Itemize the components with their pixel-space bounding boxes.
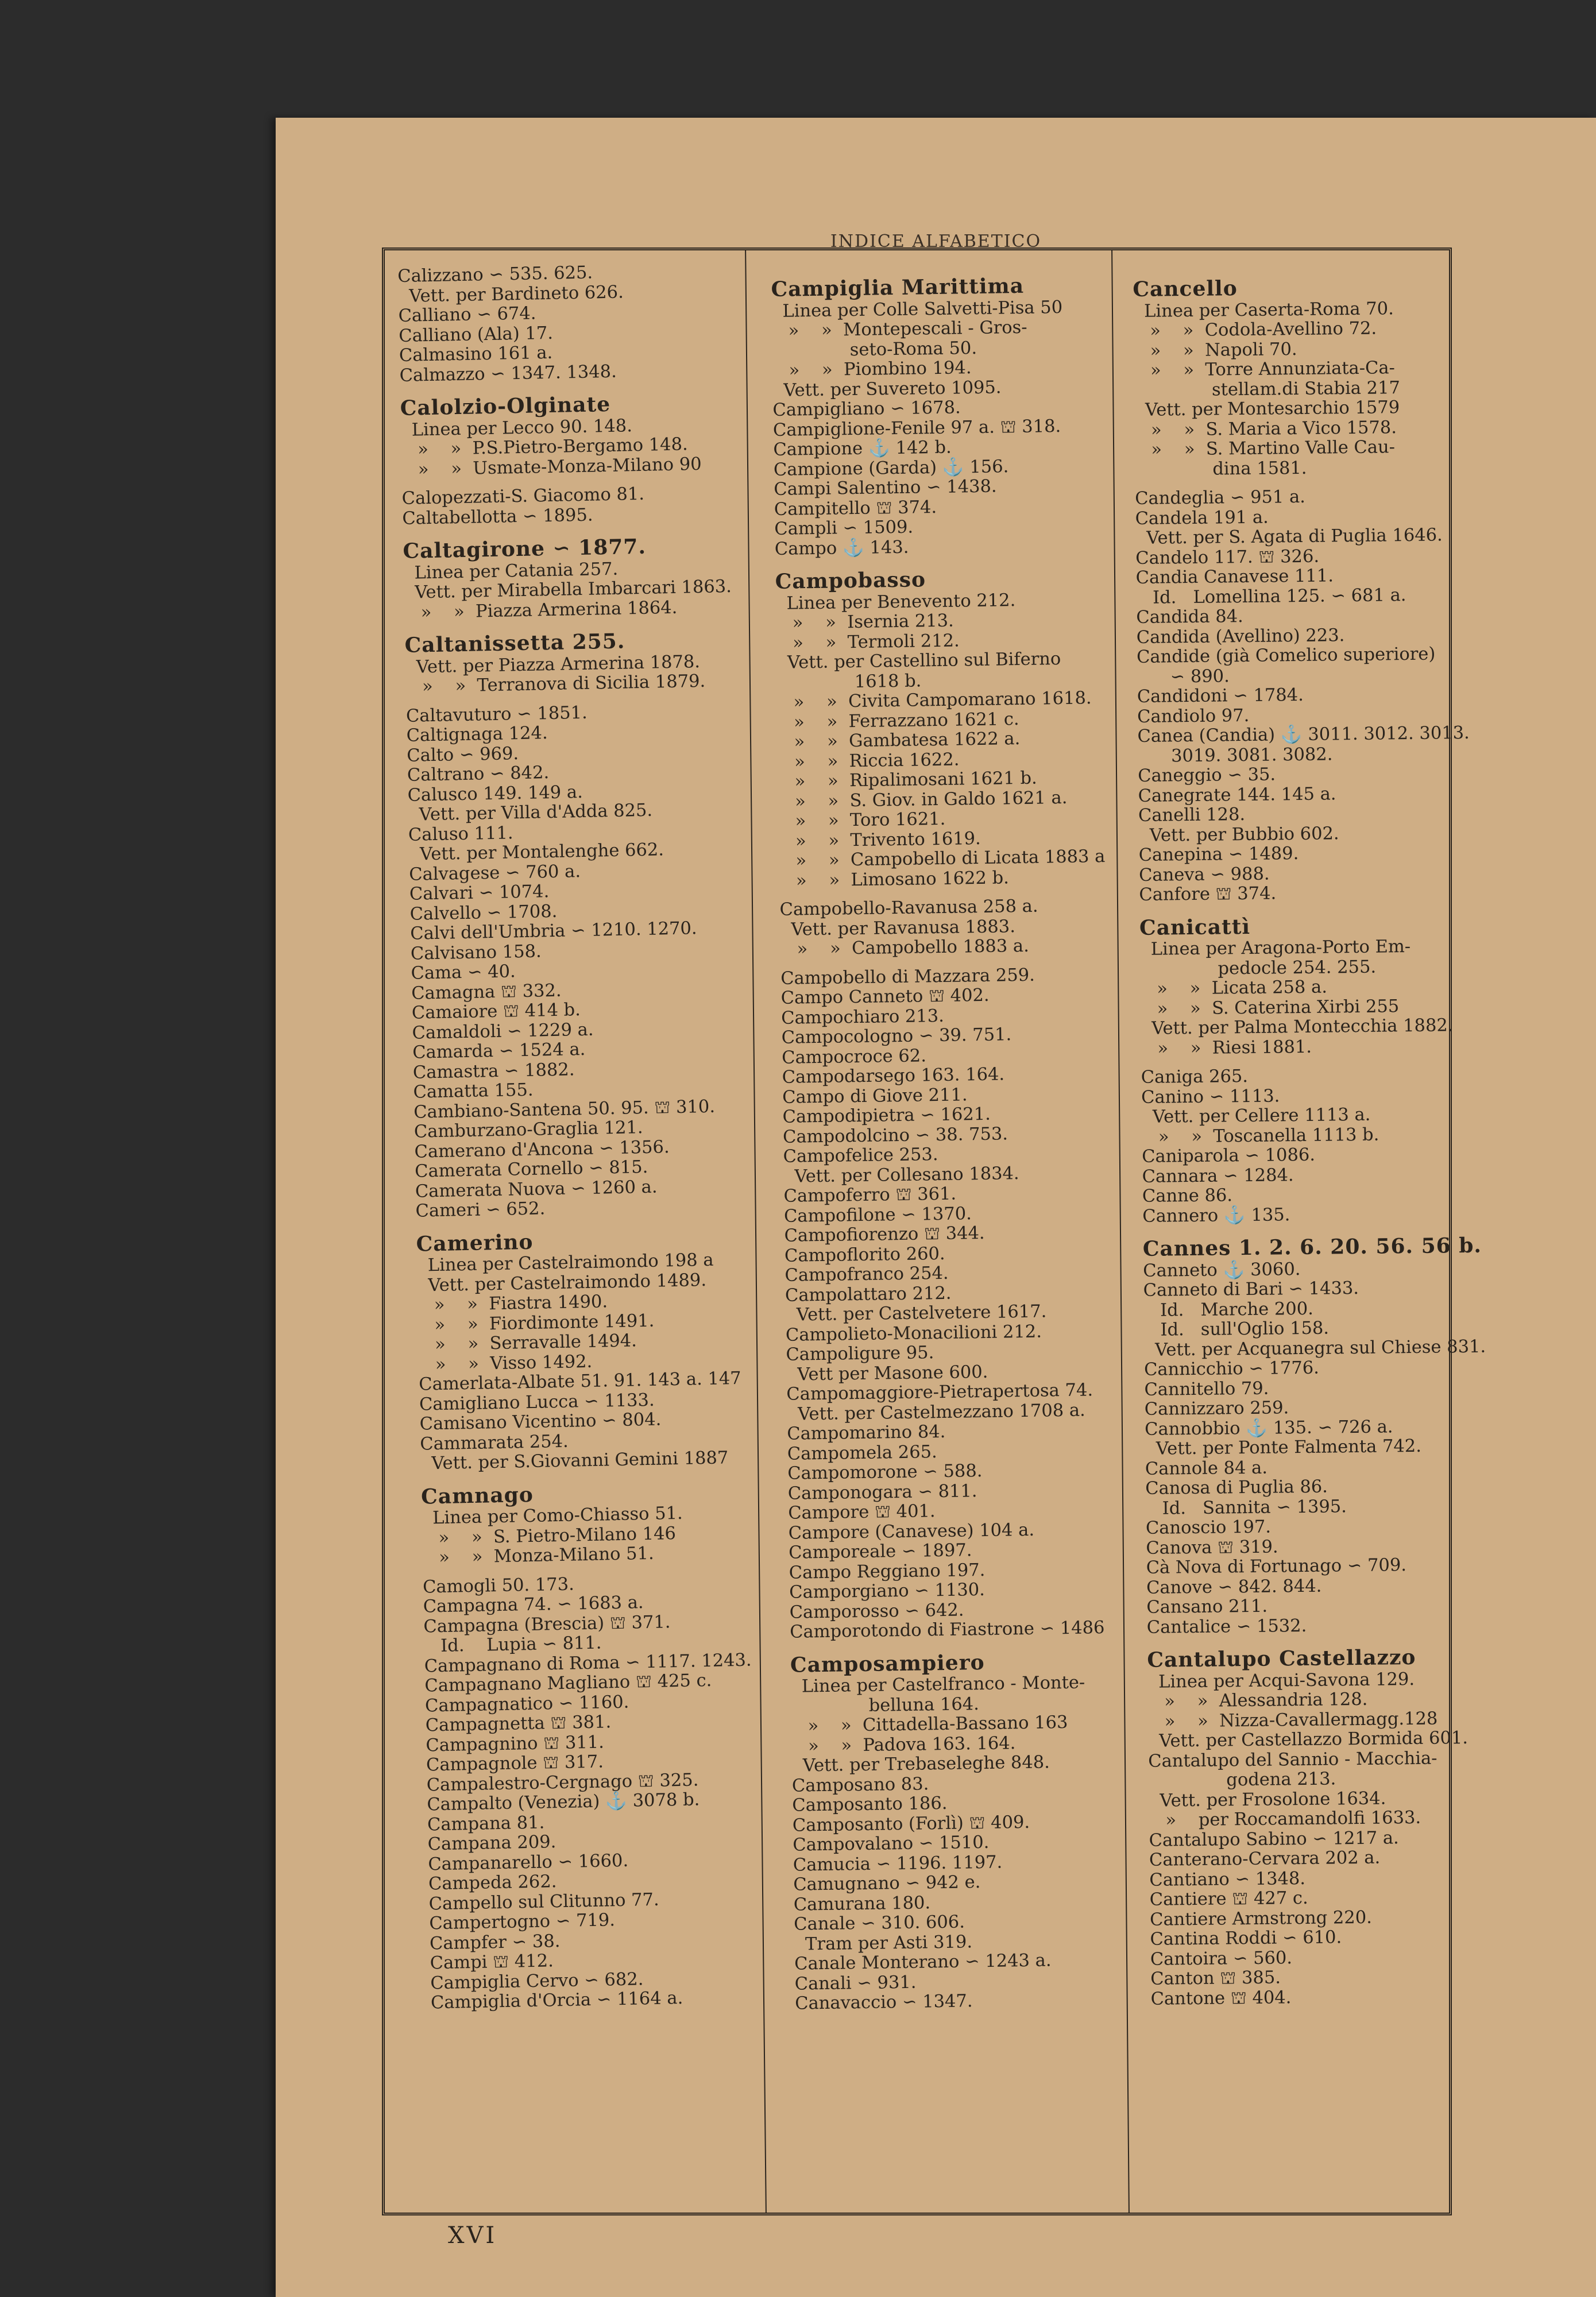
index-entry: Canton ⛫ 385. xyxy=(1150,1967,1281,1989)
index-entry: Campofilone ∽ 1370. xyxy=(783,1203,972,1227)
index-entry: Camarda ∽ 1524 a. xyxy=(412,1039,586,1063)
index-entry: Campo Canneto ⛫ 402. xyxy=(780,985,990,1008)
index-entry: Canove ∽ 842. 844. xyxy=(1146,1576,1322,1598)
index-entry: Tram per Asti 319. xyxy=(794,1931,973,1955)
index-entry: Candela 191 a. xyxy=(1135,507,1269,529)
index-entry: Campanarello ∽ 1660. xyxy=(428,1850,629,1874)
index-entry: Campagnano Magliano ⛫ 425 c. xyxy=(424,1670,712,1696)
index-entry: Vett. per S. Agata di Puglia 1646. xyxy=(1135,525,1443,548)
index-entry: Campagnano di Roma ∽ 1117. 1243. xyxy=(424,1650,752,1677)
index-entry: Camerata Cornello ∽ 815. xyxy=(414,1157,648,1182)
index-entry: seto-Roma 50. xyxy=(771,338,977,361)
index-entry: Vett. per Bardineto 626. xyxy=(397,281,624,307)
index-entry: Vett. per Mirabella Imbarcari 1863. xyxy=(403,576,732,603)
index-entry: Candeglia ∽ 951 a. xyxy=(1135,486,1306,509)
index-entry: Cantone ⛫ 404. xyxy=(1150,1987,1292,2009)
index-entry: Id. sull'Oglio 158. xyxy=(1143,1318,1330,1340)
index-entry: Cantalice ∽ 1532. xyxy=(1146,1615,1307,1638)
station-heading: Canicattì xyxy=(1139,914,1251,940)
index-entry: Cantiano ∽ 1348. xyxy=(1149,1868,1306,1890)
index-entry: Cammarata 254. xyxy=(420,1431,569,1455)
index-entry: Linea per Acqui-Savona 129. xyxy=(1147,1669,1415,1692)
index-entry: Campodolcino ∽ 38. 753. xyxy=(782,1123,1008,1147)
index-entry: Cannicchio ∽ 1776. xyxy=(1143,1358,1320,1380)
index-entry: Candia Canavese 111. xyxy=(1135,566,1334,588)
index-entry: » » Ferrazzano 1621 c. xyxy=(776,709,1019,733)
index-entry: Campovalano ∽ 1510. xyxy=(793,1832,990,1855)
index-entry: Cannizzaro 259. xyxy=(1144,1398,1289,1420)
index-entry: » » Licata 258 a. xyxy=(1139,977,1328,999)
index-entry: Campiglia d'Orcia ∽ 1164 a. xyxy=(430,1988,683,2013)
index-entry: Campo Reggiano 197. xyxy=(789,1560,986,1583)
index-entry: Campolieto-Monacilioni 212. xyxy=(785,1321,1042,1345)
index-entry: Calopezzati-S. Giacomo 81. xyxy=(401,484,645,509)
index-entry: Cantoira ∽ 560. xyxy=(1150,1947,1293,1970)
index-entry: Campo di Giove 211. xyxy=(782,1084,968,1108)
index-entry: Calto ∽ 969. xyxy=(407,743,519,766)
station-heading: Caltanissetta 255. xyxy=(404,629,625,658)
index-entry: Cama ∽ 40. xyxy=(411,961,516,984)
index-entry: Linea per Benevento 212. xyxy=(775,590,1016,614)
index-entry: Cantina Roddi ∽ 610. xyxy=(1150,1927,1342,1950)
index-entry: Campodarsego 163. 164. xyxy=(782,1064,1005,1088)
index-entry: » per Roccamandolfi 1633. xyxy=(1149,1807,1421,1831)
index-entry: » » Toscanella 1113 b. xyxy=(1141,1124,1379,1147)
index-entry: » » Cittadella-Bassano 163 xyxy=(791,1712,1068,1737)
index-entry: Vett. per Castellazzo Bormida 601. xyxy=(1147,1728,1469,1751)
index-entry: » » S. Giov. in Galdo 1621 a. xyxy=(778,787,1068,812)
index-entry: Campi Salentino ∽ 1438. xyxy=(774,476,997,500)
index-column-2 xyxy=(771,262,1128,2014)
index-entry: Camponogara ∽ 811. xyxy=(787,1480,977,1504)
index-entry: Canne 86. xyxy=(1142,1185,1233,1206)
index-entry: Camporgiano ∽ 1130. xyxy=(789,1580,986,1603)
index-entry: Campalto (Venezia) ⚓ 3078 b. xyxy=(427,1789,700,1815)
index-entry: » » Riesi 1881. xyxy=(1141,1037,1312,1059)
index-entry: Id. Marche 200. xyxy=(1143,1298,1314,1321)
index-entry: Cantalupo Sabino ∽ 1217 a. xyxy=(1149,1827,1399,1851)
index-entry: Cambiano-Santena 50. 95. ⛫ 310. xyxy=(413,1096,716,1123)
index-entry: Calusco 149. 149 a. xyxy=(407,782,583,806)
index-entry: Vett. per Castelvetere 1617. xyxy=(785,1301,1047,1325)
index-entry: » » Terranova di Sicilia 1879. xyxy=(405,671,706,697)
index-entry: Vett. per Trebaseleghe 848. xyxy=(791,1752,1050,1776)
index-entry: Cantiere Armstrong 220. xyxy=(1149,1907,1373,1930)
index-entry: Campore ⛫ 401. xyxy=(788,1501,936,1523)
index-entry: Canino ∽ 1113. xyxy=(1141,1085,1280,1108)
station-heading: Cantalupo Castellazzo xyxy=(1147,1645,1416,1672)
index-entry: Calvi dell'Umbria ∽ 1210. 1270. xyxy=(409,918,697,944)
index-entry: Campofelice 253. xyxy=(783,1144,938,1167)
index-entry: Vett. per Montesarchio 1579 xyxy=(1134,397,1400,420)
station-heading: Campiglia Marittima xyxy=(771,273,1025,301)
index-entry: » » Codola-Avellino 72. xyxy=(1133,318,1377,341)
index-entry: Vett. per Montalenghe 662. xyxy=(408,840,664,865)
index-entry: Calvisano 158. xyxy=(410,941,542,964)
index-entry: » » S. Maria a Vico 1578. xyxy=(1134,417,1397,440)
index-entry: » » Gambatesa 1622 a. xyxy=(777,729,1021,752)
index-entry: Camerlata-Albate 51. 91. 143 a. 147 xyxy=(419,1368,741,1395)
index-entry: Vett. per Castelmezzano 1708 a. xyxy=(786,1400,1085,1425)
index-entry: Campiglia Cervo ∽ 682. xyxy=(430,1969,644,1993)
index-entry: » » Toro 1621. xyxy=(778,809,946,832)
index-entry: Campolattaro 212. xyxy=(785,1283,952,1306)
index-entry: Campione (Garda) ⚓ 156. xyxy=(773,456,1009,480)
index-entry: Canterano-Cervara 202 a. xyxy=(1149,1847,1381,1870)
index-entry: Vett. per Frosolone 1634. xyxy=(1148,1788,1386,1811)
index-entry: Vett. per Piazza Armerina 1878. xyxy=(405,651,701,678)
index-entry: Campana 81. xyxy=(427,1812,545,1835)
index-entry: Vett. per Villa d'Adda 825. xyxy=(407,800,653,825)
index-entry: Camigliano Lucca ∽ 1133. xyxy=(419,1390,655,1415)
index-entry: » » Nizza-Cavallermagg.128 xyxy=(1147,1708,1438,1732)
index-entry: Canale Monterano ∽ 1243 a. xyxy=(794,1950,1052,1974)
index-entry: Camatta 155. xyxy=(413,1080,534,1103)
station-heading: Caltagirone ∽ 1877. xyxy=(403,534,647,563)
index-entry: Cà Nova di Fortunago ∽ 709. xyxy=(1146,1555,1407,1578)
index-entry: Campobello-Ravanusa 258 a. xyxy=(779,896,1038,920)
index-entry: Cantalupo del Sannio - Macchia- xyxy=(1148,1748,1437,1772)
index-entry: » » Fiastra 1490. xyxy=(417,1291,608,1316)
index-entry: Campoflorito 260. xyxy=(784,1243,945,1266)
index-entry: Canoscio 197. xyxy=(1145,1517,1272,1538)
index-entry: Campodipietra ∽ 1621. xyxy=(782,1104,991,1127)
index-entry: Linea per Aragona-Porto Em- xyxy=(1139,936,1411,960)
index-entry: Cannara ∽ 1284. xyxy=(1142,1165,1294,1187)
index-entry: » » Torre Annunziata-Ca- xyxy=(1133,358,1396,381)
index-entry: » » Serravalle 1494. xyxy=(418,1331,637,1355)
index-entry: » » Usmate-Monza-Milano 90 xyxy=(401,454,702,480)
station-heading: Calolzio-Olginate xyxy=(400,392,611,420)
index-entry: » » Piazza Armerina 1864. xyxy=(404,597,678,623)
index-entry: Campitello ⛫ 374. xyxy=(774,497,937,520)
index-entry: Campione ⚓ 142 b. xyxy=(773,437,952,460)
index-entry: Candida (Avellino) 223. xyxy=(1136,625,1345,648)
station-heading: Cancello xyxy=(1133,276,1238,301)
index-entry: » » Piombino 194. xyxy=(772,358,972,381)
index-entry: » » Limosano 1622 b. xyxy=(779,867,1010,891)
index-entry: Camporotondo di Fiastrone ∽ 1486 xyxy=(789,1618,1105,1642)
index-entry: belluna 164. xyxy=(790,1693,980,1717)
station-heading: Camposampiero xyxy=(790,1650,985,1677)
index-entry: » » S. Caterina Xirbi 255 xyxy=(1140,996,1400,1019)
index-entry: Campagnino ⛫ 311. xyxy=(426,1732,605,1756)
index-entry: » » Campobello 1883 a. xyxy=(780,935,1030,960)
index-entry: Canea (Candia) ⚓ 3011. 3012. 3013. xyxy=(1137,722,1470,747)
index-entry: » » Monza-Milano 51. xyxy=(422,1543,654,1568)
index-entry: » » Alessandria 128. xyxy=(1147,1689,1368,1712)
index-entry: Linea per Caserta-Roma 70. xyxy=(1133,298,1394,322)
index-entry: Campofranco 254. xyxy=(785,1263,949,1286)
index-entry: Campagna (Brescia) ⛫ 371. xyxy=(423,1611,671,1637)
index-entry: Linea per Catania 257. xyxy=(403,559,619,583)
index-entry: Campomaggiore-Pietrapertosa 74. xyxy=(786,1380,1093,1405)
index-entry: Vett. per Castelraimondo 1489. xyxy=(416,1270,707,1296)
index-entry: Campalestro-Cergnago ⛫ 325. xyxy=(426,1769,699,1796)
index-entry: Camporeale ∽ 1897. xyxy=(789,1540,972,1563)
station-heading: Camerino xyxy=(416,1229,534,1256)
index-entry: Campochiaro 213. xyxy=(781,1006,945,1028)
index-entry: » » Civita Campomarano 1618. xyxy=(776,688,1092,713)
index-entry: pedocle 254. 255. xyxy=(1139,957,1377,980)
index-entry: Campagnatico ∽ 1160. xyxy=(424,1692,629,1716)
index-entry: Candida 84. xyxy=(1136,606,1243,628)
index-entry: Canali ∽ 931. xyxy=(794,1972,917,1994)
index-entry: » » P.S.Pietro-Bergamo 148. xyxy=(400,434,688,460)
index-entry: Camucia ∽ 1196. 1197. xyxy=(793,1852,1003,1876)
index-entry: Calmasino 161 a. xyxy=(399,342,553,366)
index-entry: » » Padova 163. 164. xyxy=(791,1733,1016,1757)
index-entry: Candelo 117. ⛫ 326. xyxy=(1135,546,1320,569)
index-entry: Linea per Colle Salvetti-Pisa 50 xyxy=(771,297,1063,322)
station-heading: Campobasso xyxy=(775,567,926,594)
index-entry: Vett per Masone 600. xyxy=(786,1362,988,1385)
index-entry: Camposanto 186. xyxy=(792,1793,948,1816)
index-entry: Campomarino 84. xyxy=(787,1421,946,1444)
index-entry: Camogli 50. 173. xyxy=(422,1574,575,1598)
index-entry: dina 1581. xyxy=(1134,458,1307,480)
index-entry: Caniparola ∽ 1086. xyxy=(1142,1144,1316,1167)
index-entry: 3019. 3081. 3082. xyxy=(1137,744,1333,767)
index-column-1 xyxy=(397,261,764,2013)
index-entry: » » S. Pietro-Milano 146 xyxy=(422,1523,677,1549)
index-entry: Id. Sannita ∽ 1395. xyxy=(1145,1496,1347,1519)
index-column-3 xyxy=(1133,264,1484,2009)
index-entry: Campoligure 95. xyxy=(786,1343,934,1365)
index-entry: Vett. per Ponte Falmenta 742. xyxy=(1145,1436,1422,1459)
index-entry: » » Riccia 1622. xyxy=(777,749,960,772)
station-heading: Cannes 1. 2. 6. 20. 56. 56 b. xyxy=(1142,1233,1482,1261)
index-entry: » » Fiordimonte 1491. xyxy=(418,1310,655,1336)
index-entry: » » Campobello di Licata 1883 a xyxy=(779,846,1106,871)
index-entry: Campocologno ∽ 39. 751. xyxy=(781,1024,1012,1048)
index-entry: Camaiore ⛫ 414 b. xyxy=(411,1000,581,1023)
index-entry: Candiolo 97. xyxy=(1137,705,1250,727)
index-entry: Campi ⛫ 412. xyxy=(430,1951,554,1974)
index-entry: Canneto ⚓ 3060. xyxy=(1143,1259,1301,1281)
index-entry: Vett. per Ravanusa 1883. xyxy=(779,916,1016,940)
index-entry: Vett. per Acquanegra sul Chiese 831. xyxy=(1143,1336,1486,1360)
index-entry: Camporosso ∽ 642. xyxy=(789,1600,964,1623)
index-entry: Caneggio ∽ 35. xyxy=(1138,764,1276,786)
index-entry: Calvari ∽ 1074. xyxy=(409,881,550,904)
index-entry: Calliano ∽ 674. xyxy=(398,303,536,326)
index-entry: Canova ⛫ 319. xyxy=(1146,1536,1278,1559)
index-entry: Caltignaga 124. xyxy=(406,723,548,746)
page-title: INDICE ALFABETICO xyxy=(830,231,1042,252)
index-entry: Cantiere ⛫ 427 c. xyxy=(1149,1888,1308,1910)
index-entry: Campomela 265. xyxy=(787,1441,937,1464)
index-entry: Id. Lomellina 125. ∽ 681 a. xyxy=(1135,585,1406,608)
index-entry: Id. Lupia ∽ 811. xyxy=(423,1633,602,1657)
index-entry: Campoferro ⛫ 361. xyxy=(783,1184,957,1206)
index-entry: Campfer ∽ 38. xyxy=(429,1931,561,1954)
index-entry: Vett. per Castellino sul Biferno xyxy=(776,649,1061,673)
index-entry: » » Montepescali - Gros- xyxy=(771,317,1027,341)
index-entry: Camaldoli ∽ 1229 a. xyxy=(412,1019,594,1043)
index-entry: Vett. per Palma Montecchia 1882. xyxy=(1140,1015,1454,1039)
index-entry: ∽ 890. xyxy=(1137,666,1230,687)
index-entry: Campagnole ⛫ 317. xyxy=(426,1751,604,1776)
index-entry: Vett. per Suvereto 1095. xyxy=(772,377,1002,401)
index-entry: Calizzano ∽ 535. 625. xyxy=(397,262,593,287)
index-entry: Candide (già Comelico superiore) xyxy=(1136,644,1436,667)
index-entry: Campagnetta ⛫ 381. xyxy=(425,1712,612,1736)
index-entry: Vett. per Collesano 1834. xyxy=(783,1163,1019,1187)
index-entry: Vett. per Cellere 1113 a. xyxy=(1141,1104,1371,1127)
index-entry: Linea per Como-Chiasso 51. xyxy=(421,1503,683,1529)
index-entry: Canale ∽ 310. 606. xyxy=(794,1912,965,1935)
index-entry: Canelli 128. xyxy=(1138,804,1246,826)
index-entry: Caniga 265. xyxy=(1141,1066,1249,1088)
index-entry: Campocroce 62. xyxy=(781,1045,927,1068)
index-entry: » » Visso 1492. xyxy=(418,1351,593,1375)
index-entry: Campobello di Mazzara 259. xyxy=(780,965,1035,989)
index-entry: Caltabellotta ∽ 1895. xyxy=(402,505,593,529)
index-entry: Camisano Vicentino ∽ 804. xyxy=(419,1409,662,1434)
index-entry: Campofiorenzo ⛫ 344. xyxy=(784,1223,985,1246)
index-entry: 1618 b. xyxy=(776,670,922,693)
book-page xyxy=(276,118,1596,2297)
index-entry: Vett. per Bubbio 602. xyxy=(1138,823,1339,846)
index-entry: Canneto di Bari ∽ 1433. xyxy=(1143,1278,1359,1301)
index-entry: Campertogno ∽ 719. xyxy=(429,1910,616,1934)
index-entry: Calmazzo ∽ 1347. 1348. xyxy=(399,361,617,386)
index-entry: » » S. Martino Valle Cau- xyxy=(1134,437,1396,460)
index-entry: Cameri ∽ 652. xyxy=(415,1198,546,1221)
index-entry: » » Ripalimosani 1621 b. xyxy=(778,768,1037,792)
index-entry: Cannole 84 a. xyxy=(1145,1457,1268,1479)
index-entry: Campomorone ∽ 588. xyxy=(787,1461,983,1484)
index-entry: Linea per Castelfranco - Monte- xyxy=(790,1672,1085,1697)
index-entry: Canavaccio ∽ 1347. xyxy=(794,1991,973,2014)
index-entry: Calliano (Ala) 17. xyxy=(398,323,554,346)
index-entry: Calvello ∽ 1708. xyxy=(409,901,558,925)
index-entry: Campello sul Clitunno 77. xyxy=(428,1889,659,1914)
index-entry: Cannitello 79. xyxy=(1144,1378,1269,1400)
index-entry: Candidoni ∽ 1784. xyxy=(1137,685,1304,707)
index-entry: » » Napoli 70. xyxy=(1133,339,1297,361)
index-entry: Canegrate 144. 145 a. xyxy=(1138,783,1336,806)
index-entry: Camburzano-Graglia 121. xyxy=(414,1117,643,1142)
index-entry: Camastra ∽ 1882. xyxy=(412,1059,575,1083)
index-entry: Canfore ⛫ 374. xyxy=(1139,883,1277,905)
index-entry: Camugnano ∽ 942 e. xyxy=(793,1872,981,1895)
index-entry: Caluso 111. xyxy=(408,822,513,845)
index-entry: Camposano 83. xyxy=(791,1773,929,1796)
index-entry: Campo ⚓ 143. xyxy=(774,537,909,559)
index-entry: Campore (Canavese) 104 a. xyxy=(788,1519,1035,1544)
index-entry: godena 213. xyxy=(1148,1769,1336,1791)
index-entry: Linea per Lecco 90. 148. xyxy=(400,415,633,440)
station-heading: Camnago xyxy=(420,1482,534,1509)
index-entry: Caneva ∽ 988. xyxy=(1138,864,1270,885)
index-entry: stellam.di Stabia 217 xyxy=(1134,377,1401,401)
index-entry: Camerano d'Ancona ∽ 1356. xyxy=(414,1136,670,1162)
index-entry: Canosa di Puglia 86. xyxy=(1145,1476,1328,1499)
index-entry: Vett. per S.Giovanni Gemini 1887 xyxy=(420,1448,729,1474)
index-entry: Cannero ⚓ 135. xyxy=(1142,1204,1290,1227)
index-entry: Cannobbio ⚓ 135. ∽ 726 a. xyxy=(1145,1416,1393,1440)
index-entry: Camerata Nuova ∽ 1260 a. xyxy=(415,1177,658,1202)
index-entry: Campeda 262. xyxy=(428,1871,557,1894)
index-entry: Campana 209. xyxy=(427,1832,557,1855)
index-entry: » » Trivento 1619. xyxy=(778,828,981,852)
index-entry: Campli ∽ 1509. xyxy=(774,517,914,539)
index-entry: » » Isernia 213. xyxy=(775,610,954,633)
index-entry: » » Termoli 212. xyxy=(775,630,960,653)
index-entry: Campigliano ∽ 1678. xyxy=(772,397,961,420)
index-entry: Canepina ∽ 1489. xyxy=(1138,844,1299,865)
page-number: XVI xyxy=(448,2222,497,2249)
index-entry: Campiglione-Fenile 97 a. ⛫ 318. xyxy=(772,416,1061,440)
index-entry: Campagna 74. ∽ 1683 a. xyxy=(423,1592,644,1617)
index-entry: Camurana 180. xyxy=(793,1892,931,1915)
index-entry: Cansano 211. xyxy=(1146,1596,1268,1618)
index-entry: Calvagese ∽ 760 a. xyxy=(408,861,581,885)
index-entry: Camposanto (Forlì) ⛫ 409. xyxy=(792,1812,1030,1836)
index-entry: Caltavuturo ∽ 1851. xyxy=(405,702,588,726)
index-entry: Linea per Castelraimondo 198 a xyxy=(416,1250,714,1276)
index-entry: Camagna ⛫ 332. xyxy=(411,980,562,1004)
index-entry: Caltrano ∽ 842. xyxy=(407,763,550,786)
